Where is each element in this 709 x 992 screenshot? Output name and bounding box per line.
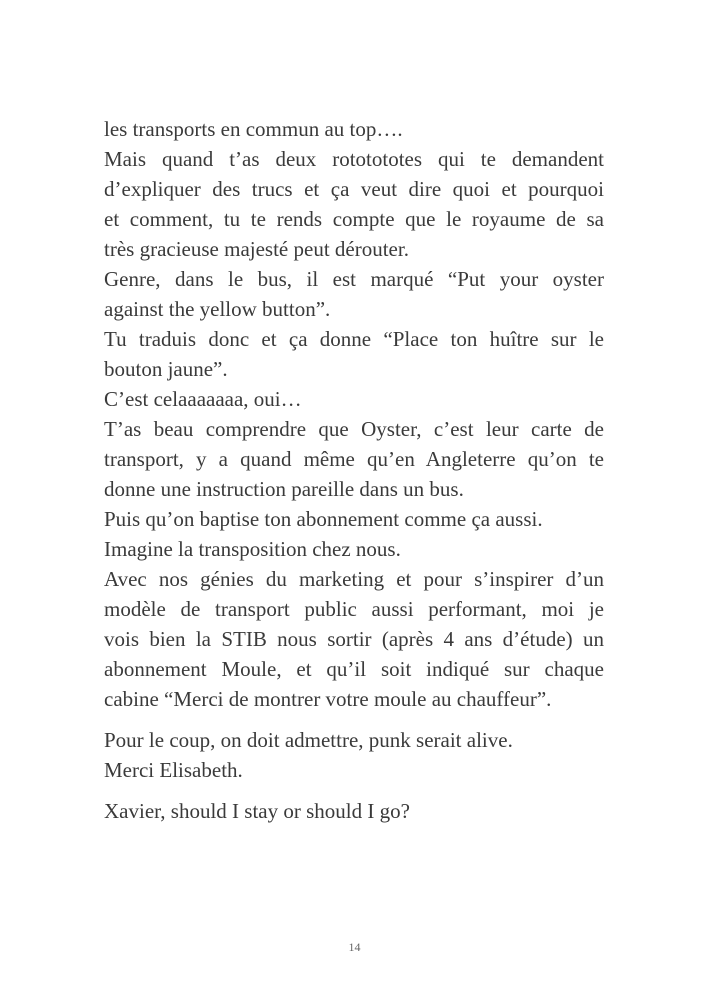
text-line: Xavier, should I stay or should I go? <box>104 799 410 823</box>
paragraph-4 <box>104 324 604 384</box>
text-line: très gracieuse majesté peut dérouter. <box>104 237 409 261</box>
text-line: Tu traduis donc et ça donne “Place ton huître sur le <box>104 327 604 351</box>
text-line: Merci Elisabeth. <box>104 758 243 782</box>
text-line: T’as beau comprendre que Oyster, c’est leur carte de <box>104 417 604 441</box>
text-line: Avec nos génies du marketing et pour s’inspirer d’un <box>104 567 604 591</box>
text-line: Puis qu’on baptise ton abonnement comme ça aussi. <box>104 507 543 531</box>
paragraph-9 <box>104 564 604 714</box>
text-line: les transports en commun au top…. <box>104 117 403 141</box>
paragraph-3 <box>104 264 604 324</box>
paragraph-6 <box>104 414 604 504</box>
text-line: donne une instruction pareille dans un bus. <box>104 477 464 501</box>
text-line: et comment, tu te rends compte que le royaume de sa <box>104 207 604 231</box>
text-line: transport, y a quand même qu’en Angleterre qu’on te <box>104 447 604 471</box>
text-line: modèle de transport public aussi performant, moi je <box>104 597 604 621</box>
paragraph-11 <box>104 755 604 785</box>
body-text <box>104 114 604 826</box>
text-line: Genre, dans le bus, il est marqué “Put your oyster <box>104 267 604 291</box>
text-line: bouton jaune”. <box>104 357 228 381</box>
paragraph-5 <box>104 384 604 414</box>
text-line: abonnement Moule, et qu’il soit indiqué sur chaque <box>104 657 604 681</box>
text-line: cabine “Merci de montrer votre moule au chauffeur”. <box>104 687 552 711</box>
paragraph-10 <box>104 725 604 755</box>
paragraph-12 <box>104 796 604 826</box>
paragraph-7 <box>104 504 604 534</box>
paragraph-1 <box>104 114 604 144</box>
text-line: d’expliquer des trucs et ça veut dire quoi et pourquoi <box>104 177 604 201</box>
page-number: 14 <box>348 940 361 954</box>
paragraph-2 <box>104 144 604 264</box>
text-line: C’est celaaaaaaa, oui… <box>104 387 302 411</box>
text-line: vois bien la STIB nous sortir (après 4 ans d’étude) un <box>104 627 604 651</box>
text-line: Mais quand t’as deux rototototes qui te demandent <box>104 147 604 171</box>
paragraph-8 <box>104 534 604 564</box>
text-line: Imagine la transposition chez nous. <box>104 537 401 561</box>
text-line: against the yellow button”. <box>104 297 331 321</box>
text-line: Pour le coup, on doit admettre, punk serait alive. <box>104 728 513 752</box>
